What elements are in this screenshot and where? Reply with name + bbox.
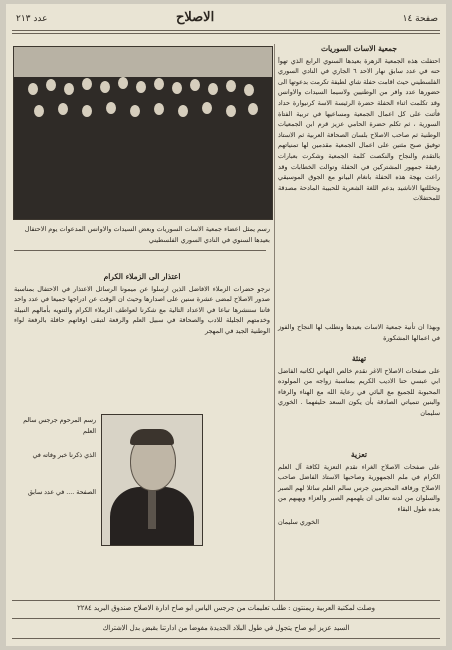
portrait-tie — [148, 489, 156, 529]
footer-notice: وصلت لمكتبة العربية ريمنتون : طلب تعليمات من جرجس الياس ابو صاح ادارة الاصلاح صندوق البريد ٢٢٨٤ — [77, 604, 375, 612]
page-number: صفحة ١٤ — [402, 14, 438, 24]
apology-article — [14, 272, 270, 339]
group-photo-caption: رسم يمثل اعضاء جمعية الاسات السوريات وبعض السيدات والاوانس المدعوات يوم الاحتفال بعيدها السنوي في النادي السوري الفلسطيني — [24, 225, 270, 244]
congrats-title: تهنئة — [351, 354, 367, 363]
footer-subscription-notice: السيد عزيز ابو صاح يتجول في طول البلاد الجديدة مفوضا من ادارتنا بقبض بدل الاشتراك — [102, 624, 350, 632]
group-photo — [13, 46, 273, 220]
footer-rule — [12, 600, 440, 601]
apology-title: اعتذار الى الزملاء الكرام — [103, 272, 181, 281]
condolence-paragraph: على صفحات الاصلاح الغراء نقدم التعزية لكافة آل العلم الكرام في ملم الجمهورية وصاحبها الاستاذ الفاضل صاحب الاصلاح ورفاقه المحترمين جرس سالم العلم سائلا لهم الصبر والسلوان من لدنه تعالى ان يلهمهم الصبر والعزاء ويهبهم من بعده طول البقاء — [278, 462, 440, 513]
portrait-caption-line: الصفحة .... في عدد سابق — [27, 488, 96, 496]
header-rule-double — [12, 33, 440, 34]
header-rule — [12, 30, 440, 31]
congrats-paragraph: على صفحات الاصلاح الاغر نقدم خالص التهاني لكاتبه الفاضل ابي عبسي حنا الاديب الكريم بمناسبة زواجه من المولوده المحبوبة للجميع مع البائي في رعاية الله مع الهناء والرفاء والبنين تنمياتي الصادقة بأن يكون السعد حليفهما . الخوري سليمان — [278, 366, 440, 417]
portrait-photo — [101, 414, 203, 546]
portrait-caption-line: الذي ذكرنا خبر وفاته في — [32, 452, 96, 459]
portrait-caption — [14, 416, 96, 498]
newspaper-page — [6, 4, 446, 646]
apology-paragraph: نرجو حضرات الزملاء الافاضل الذين ارسلوا عن ميمونا الرسائل الاعتذار في الاحتفال بمناسبة صدور الاصلاح لمضى عشرة سنين على اصدارها وحيث ان الوقت عن ادراجها جميعا في عدد واحد فاننا سننشرها تباعا في الاعداد التالية مع شكرنا لعواطف الزملاء الكرام والتنويه بأمالهم النبيلة وخدمتهم الجليلة للادب والصحافة في سبيل العلم والرفعة لتبقى اوقاتهم حافلة بالرفعة لواء الوطنية الجيد في المهجر — [14, 284, 270, 335]
page-header — [6, 4, 446, 30]
issue-number: عدد ٢١٣ — [16, 14, 48, 24]
footer-rule-3 — [12, 638, 440, 639]
portrait-caption-line: رسم المرحوم جرجس سالم العلم — [23, 417, 96, 435]
society-wishes — [278, 322, 440, 345]
condolence-title: تعزية — [351, 450, 367, 459]
photo-faces — [18, 75, 268, 115]
caption-rule — [14, 250, 266, 251]
portrait-hair — [130, 429, 174, 445]
column-divider — [274, 44, 275, 600]
women-society-title: جمعية الاسات السوريات — [320, 44, 398, 53]
masthead: الاصلاح — [176, 10, 215, 25]
women-society-paragraph: احتفلت هذه الجمعية الزهرة بعيدها السنوي الرابع الذي تهوأ حنه في عدد سابق نهار الاحد ٦ الجاري في النادي السوري الفلسطيني حيث اقامت حفلة شاي لطيفة تكرمت بدعوتها الى حضورها عدد وافر من الوطنيين ولاسيما السيدات والاوانس وقد تكلمت اثناء الحفلة حضرة الرئيسة الاسة كرنيوارة حداد فأثنت على كل اعمال الجمعية ومساعيها في تربية الفتاة السورية ، ثم تكلم حضرة الحامي عزيز قرم ابن الجمعيات الوطنية ثم صاحب الاصلاح بلسان الصحافة العربية ثم الاستاذ توفيق صبح مثنين على اعمال الجمعية مقدمين لها تمنياتهم بالتقدم والنجاح والنكصت كلمة الجمعية وشكرت بعبارات رقيقة جمهور المشتركين في الحفلة وتوالت الخطابات وقد راعت بهجة هذه الحفلة بانغام البيانو مع الجوق الموسيقي وتخللتها الاناشيد بدعم اللغة الشعرية للحبيبة المادحة مصدقة للمحتفلات — [278, 56, 441, 203]
condolence-signature: الخوري سليمان — [278, 517, 320, 526]
women-society-article — [278, 44, 440, 206]
women-society-closing: وبهذا ان تأنية جمعية الاسات بعيدها ونطلب لها النجاح والفوز في اعمالها المشكورة — [278, 323, 440, 342]
condolence-article — [278, 450, 440, 529]
congrats-article — [278, 354, 440, 421]
footer-rule-2 — [12, 618, 440, 619]
